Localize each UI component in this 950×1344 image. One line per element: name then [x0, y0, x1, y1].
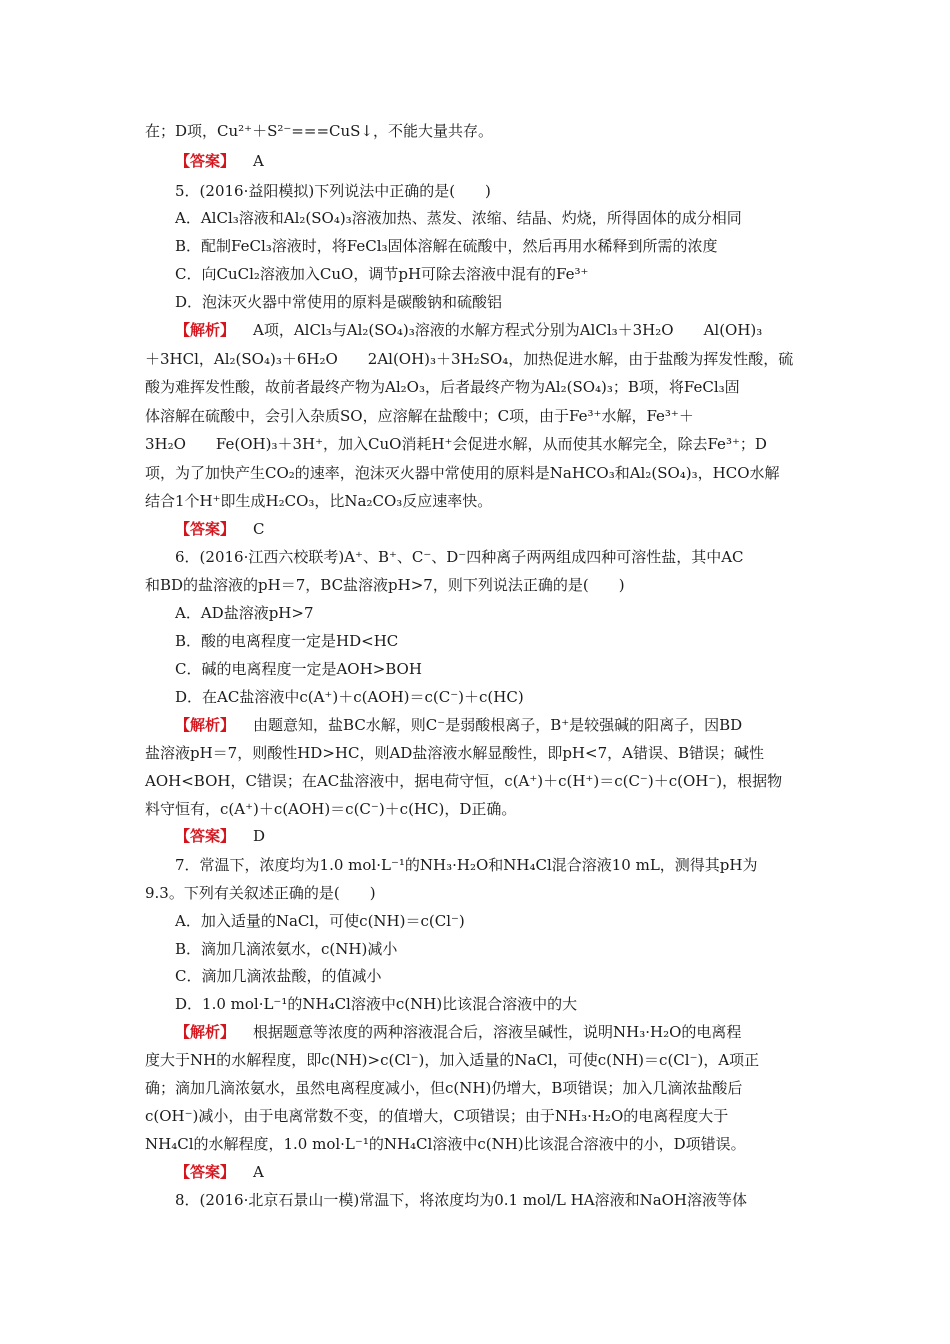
question-stem: 7．常温下，浓度均为1.0 mol·L⁻¹的NH₃·H₂O和NH₄Cl混合溶液10 mL，测得其pH为: [175, 856, 758, 874]
option-d: D．1.0 mol·L⁻¹的NH₄Cl溶液中c(NH)比该混合溶液中的大: [175, 995, 578, 1013]
text-line: 酸为难挥发性酸，故前者最终产物为Al₂O₃，后者最终产物为Al₂(SO₄)₃；B项，将FeCl₃固: [145, 378, 740, 396]
answer-line: 【答案】 A: [175, 152, 264, 170]
analysis-tag: 【解析】: [175, 321, 236, 339]
text-line: 在；D项，Cu²⁺＋S²⁻===CuS↓，不能大量共存。: [145, 122, 493, 140]
question-stem: 6．(2016·江西六校联考)A⁺、B⁺、C⁻、D⁻四种离子两两组成四种可溶性盐，其中AC: [175, 548, 744, 566]
text-line: AOH<BOH，C错误；在AC盐溶液中，据电荷守恒，c(A⁺)＋c(H⁺)＝c(C⁻)＋c(OH⁻)，根据物: [145, 772, 783, 790]
option-c: C．滴加几滴浓盐酸，的值减小: [175, 967, 382, 985]
answer-tag: 【答案】: [175, 827, 236, 845]
text-line: c(OH⁻)减小，由于电离常数不变，的值增大，C项错误；由于NH₃·H₂O的电离程度大于: [145, 1107, 729, 1125]
text-line: 度大于NH的水解程度，即c(NH)>c(Cl⁻)，加入适量的NaCl，可使c(NH)＝c(Cl⁻)，A项正: [145, 1051, 760, 1069]
answer-line: 【答案】 C: [175, 520, 265, 538]
text-line: 结合1个H⁺即生成H₂CO₃，比Na₂CO₃反应速率快。: [145, 492, 493, 510]
answer-line: 【答案】 A: [175, 1163, 264, 1181]
question-stem: 8．(2016·北京石景山一模)常温下，将浓度均为0.1 mol/L HA溶液和NaOH溶液等体: [175, 1191, 748, 1209]
answer-tag: 【答案】: [175, 520, 236, 538]
option-b: B．滴加几滴浓氨水，c(NH)减小: [175, 940, 398, 958]
text-line: 料守恒有，c(A⁺)＋c(AOH)＝c(C⁻)＋c(HC)，D正确。: [145, 800, 517, 818]
analysis-tag: 【解析】: [175, 716, 236, 734]
text-line: 和BD的盐溶液的pH＝7，BC盐溶液pH>7，则下列说法正确的是( ): [145, 576, 625, 594]
option-b: B．配制FeCl₃溶液时，将FeCl₃固体溶解在硫酸中，然后再用水稀释到所需的浓度: [175, 237, 718, 255]
option-a: A．AlCl₃溶液和Al₂(SO₄)₃溶液加热、蒸发、浓缩、结晶、灼烧，所得固体的成分相同: [175, 209, 742, 227]
option-b: B．酸的电离程度一定是HD<HC: [175, 632, 399, 650]
answer-tag: 【答案】: [175, 152, 236, 170]
answer-line: 【答案】 D: [175, 827, 266, 845]
option-c: C．碱的电离程度一定是AOH>BOH: [175, 660, 422, 678]
option-c: C．向CuCl₂溶液加入CuO，调节pH可除去溶液中混有的Fe³⁺: [175, 265, 589, 283]
question-stem: 5．(2016·益阳模拟)下列说法中正确的是( ): [175, 182, 491, 200]
text-line: ＋3HCl，Al₂(SO₄)₃＋6H₂O 2Al(OH)₃＋3H₂SO₄，加热促进水解，由于盐酸为挥发性酸，硫: [145, 350, 794, 368]
text-line: 确；滴加几滴浓氨水，虽然电离程度减小，但c(NH)仍增大，B项错误；加入几滴浓盐酸后: [145, 1079, 743, 1097]
answer-tag: 【答案】: [175, 1163, 236, 1181]
analysis-line: 【解析】 根据题意等浓度的两种溶液混合后，溶液呈碱性，说明NH₃·H₂O的电离程: [175, 1023, 742, 1041]
text-line: 盐溶液pH＝7，则酸性HD>HC，则AD盐溶液水解显酸性，即pH<7，A错误、B错误；碱性: [145, 744, 764, 762]
option-a: A．AD盐溶液pH>7: [175, 604, 314, 622]
text-line: 体溶解在硫酸中，会引入杂质SO，应溶解在盐酸中；C项，由于Fe³⁺水解，Fe³⁺＋: [145, 407, 694, 425]
text-line: 3H₂O Fe(OH)₃＋3H⁺，加入CuO消耗H⁺会促进水解，从而使其水解完全，除去Fe³⁺；D: [145, 435, 767, 453]
analysis-tag: 【解析】: [175, 1023, 236, 1041]
analysis-line: 【解析】 A项，AlCl₃与Al₂(SO₄)₃溶液的水解方程式分别为AlCl₃＋3H₂O Al(OH)₃: [175, 321, 763, 339]
text-line: 项，为了加快产生CO₂的速率，泡沫灭火器中常使用的原料是NaHCO₃和Al₂(SO₄)₃，HCO水解: [145, 464, 780, 482]
option-a: A．加入适量的NaCl，可使c(NH)＝c(Cl⁻): [175, 912, 465, 930]
text-line: NH₄Cl的水解程度，1.0 mol·L⁻¹的NH₄Cl溶液中c(NH)比该混合溶液中的小，D项错误。: [145, 1135, 746, 1153]
option-d: D．在AC盐溶液中c(A⁺)＋c(AOH)＝c(C⁻)＋c(HC): [175, 688, 524, 706]
text-line: 9.3。下列有关叙述正确的是( ): [145, 884, 376, 902]
analysis-line: 【解析】 由题意知，盐BC水解，则C⁻是弱酸根离子，B⁺是较强碱的阳离子，因BD: [175, 716, 743, 734]
option-d: D．泡沫灭火器中常使用的原料是碳酸钠和硫酸铝: [175, 293, 503, 311]
